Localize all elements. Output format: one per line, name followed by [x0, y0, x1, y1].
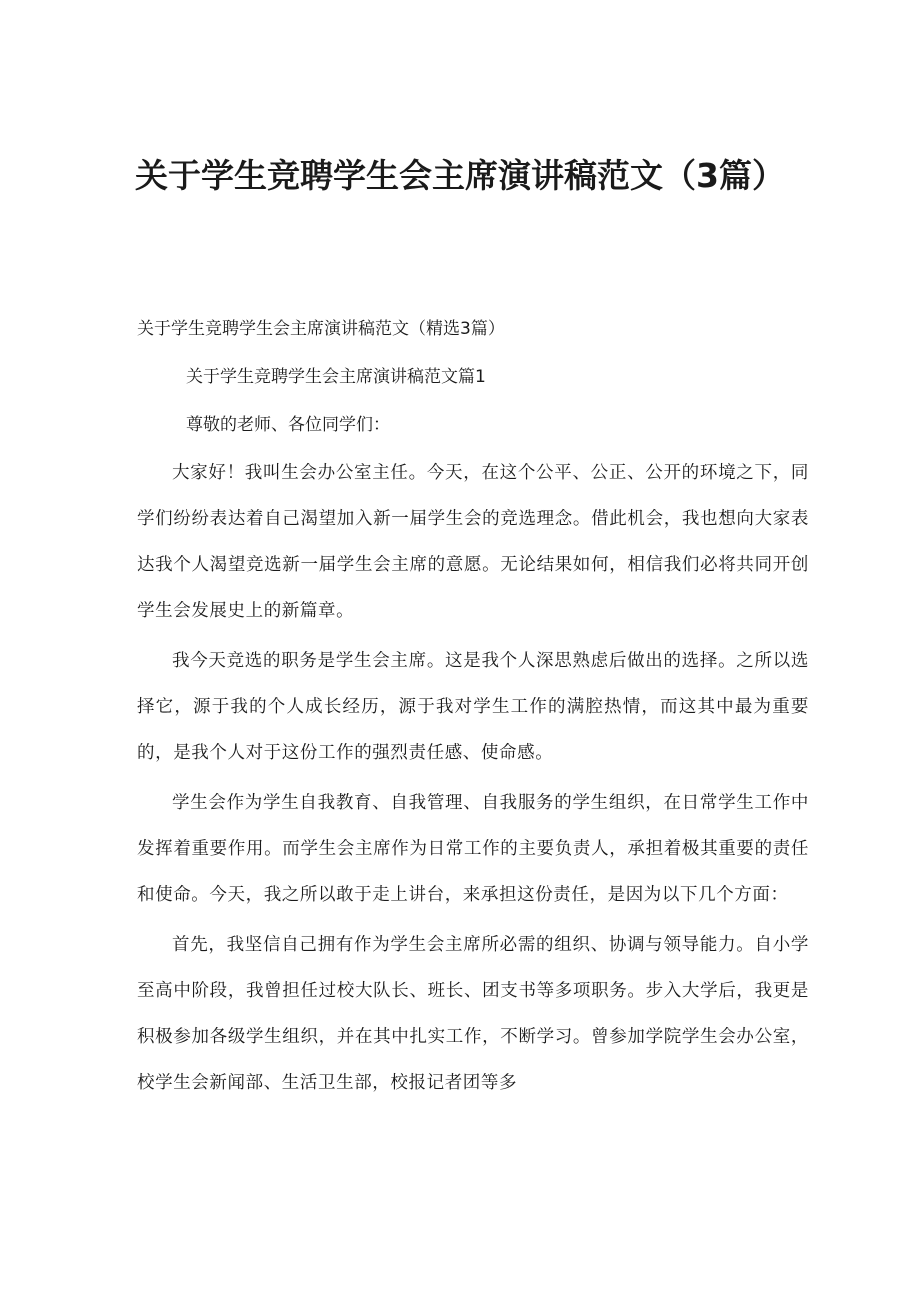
body-text — [137, 450, 809, 1110]
salutation: 尊敬的老师、各位同学们： — [186, 415, 390, 435]
paragraph-2: 我今天竞选的职务是学生会主席。这是我个人深思熟虑后做出的选择。之所以选择它，源于我的个人成长经历，源于我对学生工作的满腔热情，而这其中最为重要的，是我个人对于这份工作的强烈责任感、使命感。 — [137, 651, 809, 763]
paragraph-3: 学生会作为学生自我教育、自我管理、自我服务的学生组织，在日常学生工作中发挥着重要作用。而学生会主席作为日常工作的主要负责人，承担着极其重要的责任和使命。今天，我之所以敢于走上讲台，来承担这份责任，是因为以下几个方面： — [137, 793, 809, 905]
document-title: 关于学生竞聘学生会主席演讲稿范文（3篇） — [135, 156, 785, 195]
paragraph-1: 大家好！我叫生会办公室主任。今天，在这个公平、公正、公开的环境之下，同学们纷纷表达着自己渴望加入新一届学生会的竞选理念。借此机会，我也想向大家表达我个人渴望竞选新一届学生会主席的意愿。无论结果如何，相信我们必将共同开创学生会发展史上的新篇章。 — [137, 463, 809, 621]
section-heading: 关于学生竞聘学生会主席演讲稿范文篇1 — [186, 367, 486, 387]
paragraph-4: 首先，我坚信自己拥有作为学生会主席所必需的组织、协调与领导能力。自小学至高中阶段，我曾担任过校大队长、班长、团支书等多项职务。步入大学后，我更是积极参加各级学生组织，并在其中扎实工作，不断学习。曾参加学院学生会办公室，校学生会新闻部、生活卫生部，校报记者团等多 — [137, 935, 809, 1093]
document-subtitle: 关于学生竞聘学生会主席演讲稿范文（精选3篇） — [137, 319, 505, 339]
